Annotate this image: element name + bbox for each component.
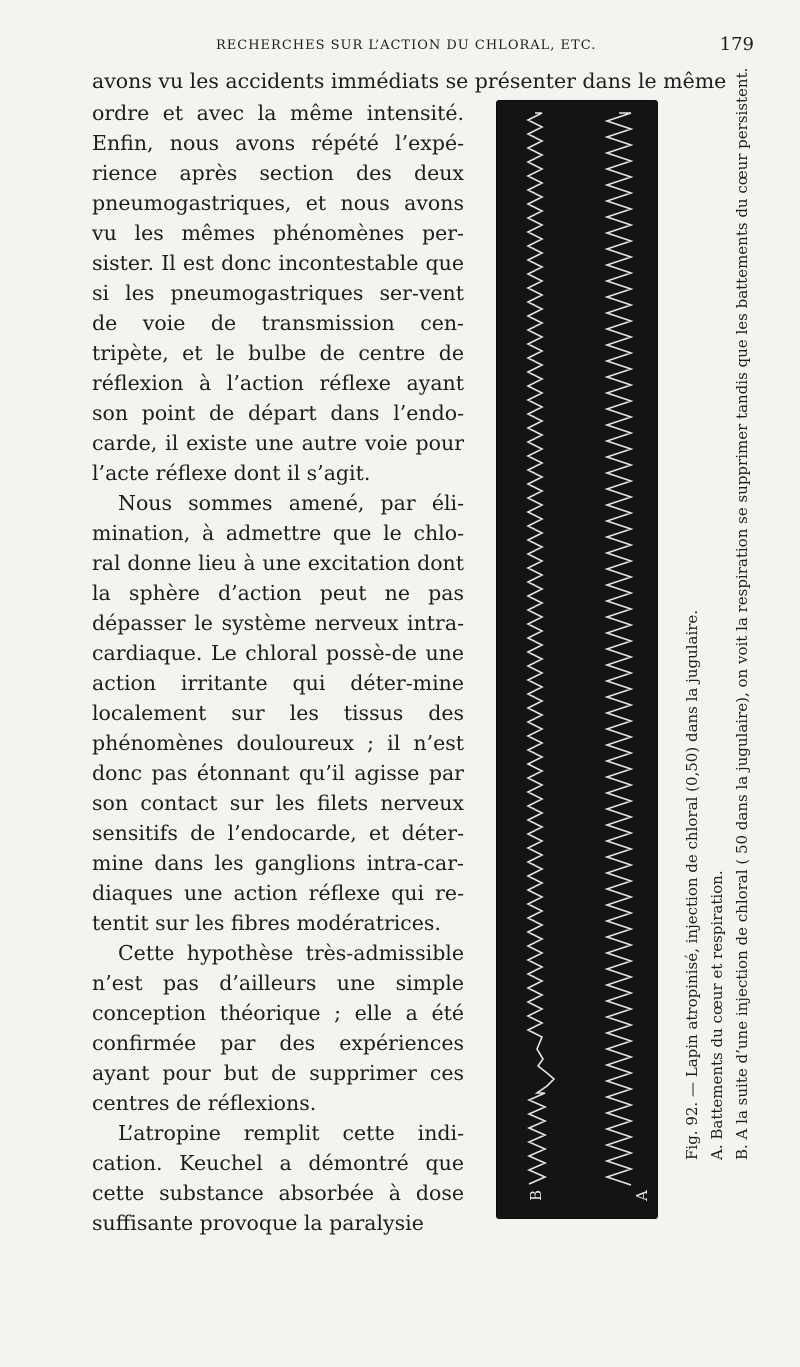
caption-a: A. Battements du cœur et respiration. [708, 870, 726, 1160]
caption-title: Fig. 92. — Lapin atropinisé, injection de chloral (0,50) dans la jugulaire. [683, 609, 701, 1160]
running-title: RECHERCHES SUR L’ACTION DU CHLORAL, ETC. [216, 38, 597, 53]
trace-b-label: B [527, 1189, 545, 1201]
paragraph-3: Cette hypothèse très-admissible n’est pas d’ailleurs une simple conception théorique ; elle a été confirmée par des expériences ayant pour but de supprimer ces centres de réflexions. [92, 941, 464, 1115]
trace-b-waveform [528, 113, 554, 1184]
page-header [210, 34, 754, 58]
trace-a-waveform [607, 113, 631, 1185]
trace-a-label: A [633, 1190, 651, 1201]
page-number: 179 [719, 34, 754, 55]
tracing-plate [497, 101, 657, 1218]
paragraph-2: Nous sommes amené, par éli-mination, à admettre que le chlo-ral donne lieu à une excitation dont la sphère d’action peut ne pas dépasser le système nerveux intra-cardiaque. Le chloral possè-de une action irritante qui déter-mine localement sur les tissus des phénomènes douloureux ; il n’est donc pas étonnant qu’il agisse par son contact sur les filets nerveux sensitifs de l’endocarde, et déter-mine dans les ganglions intra-car-diaques une action réflexe qui re-tentit sur les fibres modératrices. [92, 491, 464, 935]
paragraph-4: L’atropine remplit cette indi-cation. Keuchel a démontré que cette substance absorbée à dose suffisante provoque la paralysie [92, 1121, 464, 1235]
figure-caption [680, 67, 755, 1160]
first-text-line: avons vu les accidents immédiats se présenter dans le même [92, 69, 727, 93]
tracing-figure [497, 101, 657, 1218]
body-text [92, 98, 464, 1238]
caption-b: B. A la suite d’une injection de chloral ( 50 dans la jugulaire), on voit la respiration se supprimer tandis que les battements du cœur persistent. [733, 67, 751, 1160]
paragraph-1: ordre et avec la même intensité. Enfin, nous avons répété l’expé-rience après section des deux pneumogastriques, et nous avons vu les mêmes phénomènes per-sister. Il est donc incontestable que si les pneumogastriques ser-vent de voie de transmission cen-tripète, et le bulbe de centre de réflexion à l’action réflexe ayant son point de départ dans l’endo-carde, il existe une autre voie pour l’acte réflexe dont il s’agit. [92, 101, 464, 485]
